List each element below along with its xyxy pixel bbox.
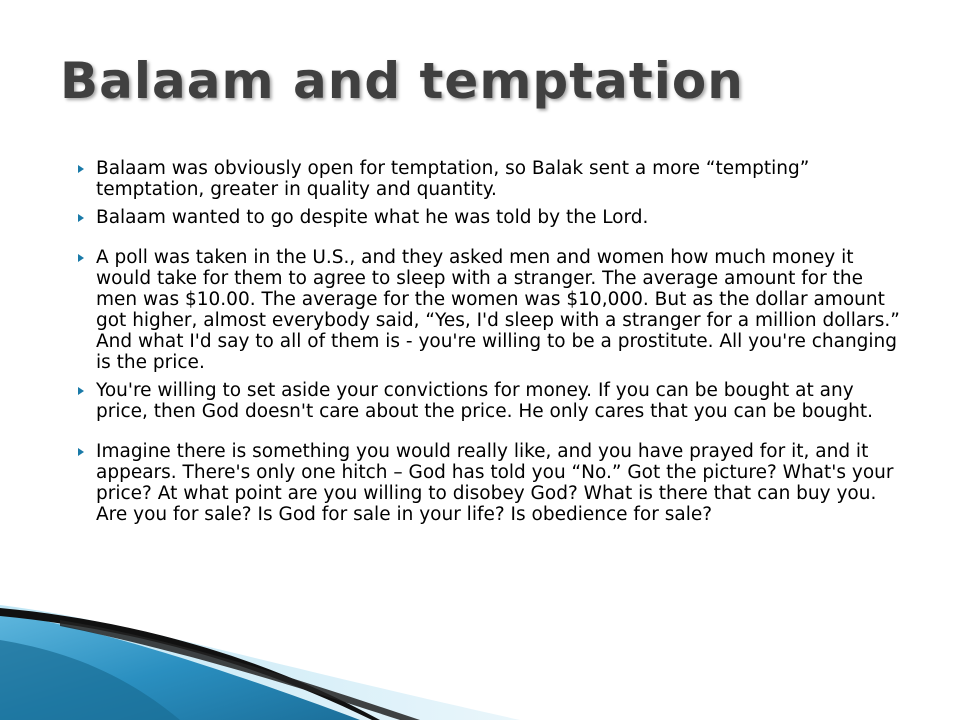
bullet-text: Balaam was obviously open for temptation, so Balak sent a more “tempting” temptation, greater in quality and quantity. <box>96 158 810 200</box>
bullet-item <box>78 247 908 373</box>
bullet-text: You're willing to set aside your convictions for money. If you can be bought at any price, then God doesn't care about the price. He only cares that you can be bought. <box>96 380 873 422</box>
bullet-list <box>78 158 908 525</box>
triangle-bullet-icon <box>78 165 84 173</box>
triangle-bullet-icon <box>78 214 84 222</box>
bullet-item <box>78 380 908 422</box>
triangle-bullet-icon <box>78 448 84 456</box>
bullet-item <box>78 158 908 200</box>
bullet-text: Imagine there is something you would really like, and you have prayed for it, and it appears. There's only one hitch – God has told you “No.” Got the picture? What's your price? At what point are you willing to disobey God? What is there that can buy you. Are you for sale? Is God for sale in your life? Is obedience for sale? <box>96 441 894 525</box>
bullet-item <box>78 207 908 228</box>
triangle-bullet-icon <box>78 254 84 262</box>
triangle-bullet-icon <box>78 387 84 395</box>
bullet-text: Balaam wanted to go despite what he was told by the Lord. <box>96 207 649 228</box>
bullet-text: A poll was taken in the U.S., and they asked men and women how much money it would take for them to agree to sleep with a stranger. The average amount for the men was $10.00. The average for the women was $10,000. But as the dollar amount got higher, almost everybody said, “Yes, I'd sleep with a stranger for a million dollars.” And what I'd say to all of them is - you're willing to be a prostitute. All you're changing is the price. <box>96 247 900 373</box>
slide-title: Balaam and temptation <box>60 52 744 110</box>
bullet-item <box>78 441 908 525</box>
